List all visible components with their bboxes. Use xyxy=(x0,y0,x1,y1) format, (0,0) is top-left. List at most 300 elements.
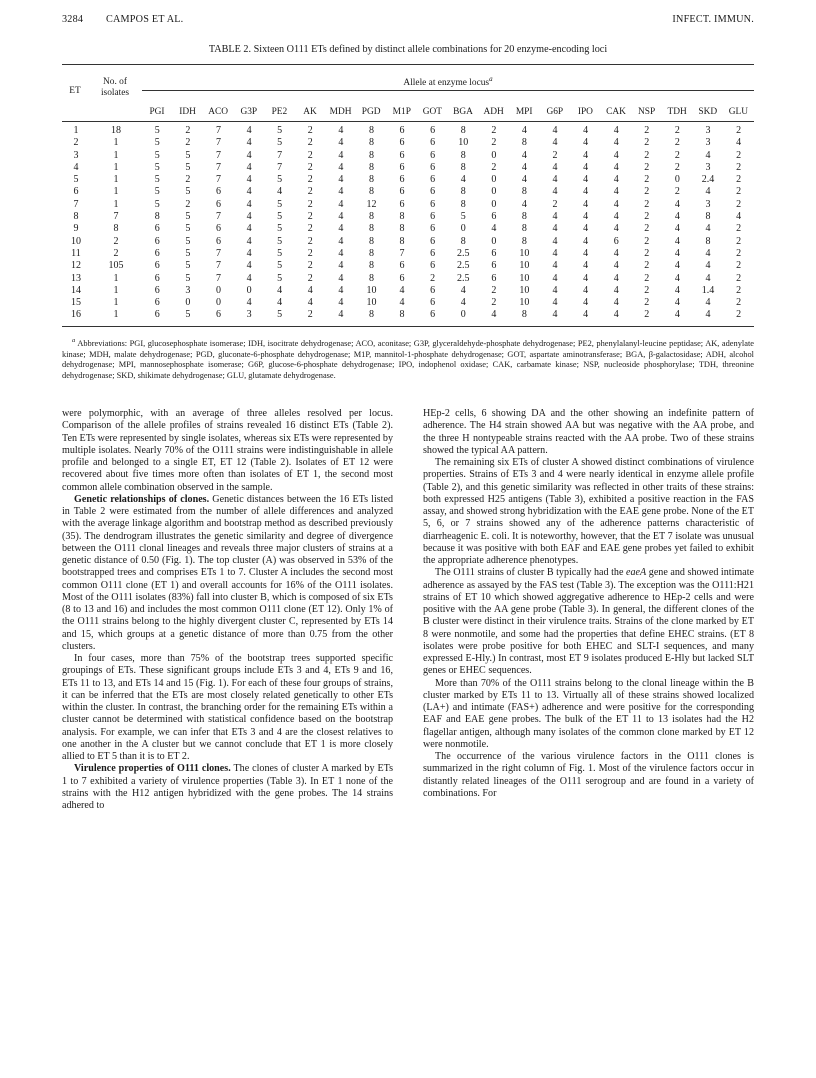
cell-allele-g6p: 4 xyxy=(552,247,558,259)
cell-allele-adh: 2 xyxy=(491,161,497,173)
cell-allele-cak: 4 xyxy=(613,284,619,296)
cell-allele-skd: 3 xyxy=(705,125,711,136)
cell-allele-mpi: 8 xyxy=(521,186,527,198)
cell-allele-idh: 2 xyxy=(185,174,191,186)
cell-allele-got: 6 xyxy=(430,198,436,210)
cell-allele-pgd: 10 xyxy=(366,284,377,296)
cell-allele-pgi: 6 xyxy=(154,309,160,321)
cell-allele-mpi: 4 xyxy=(521,125,527,136)
cell-allele-glu: 2 xyxy=(736,223,742,235)
cell-allele-ipo: 4 xyxy=(583,309,589,321)
cell-et: 3 xyxy=(73,149,79,161)
cell-allele-ak: 2 xyxy=(307,272,313,284)
cell-allele-idh: 5 xyxy=(185,161,191,173)
cell-allele-cak: 6 xyxy=(613,235,619,247)
cell-allele-got: 6 xyxy=(430,309,436,321)
cell-allele-got: 6 xyxy=(430,149,436,161)
cell-allele-pgd: 10 xyxy=(366,297,377,309)
table-row xyxy=(62,285,754,297)
cell-allele-ipo: 4 xyxy=(583,149,589,161)
cell-allele-pe2: 5 xyxy=(277,223,283,235)
cell-allele-skd: 4 xyxy=(705,149,711,161)
table-row xyxy=(62,309,754,321)
cell-allele-ak: 2 xyxy=(307,309,313,321)
cell-allele-tdh: 4 xyxy=(674,260,680,272)
cell-allele-g6p: 4 xyxy=(552,125,558,136)
cell-allele-pgd: 8 xyxy=(368,125,374,136)
cell-allele-g3p: 4 xyxy=(246,174,252,186)
cell-allele-g6p: 4 xyxy=(552,235,558,247)
cell-allele-skd: 3 xyxy=(705,137,711,149)
cell-allele-got: 6 xyxy=(430,223,436,235)
cell-allele-ipo: 4 xyxy=(583,297,589,309)
cell-allele-pgi: 6 xyxy=(154,284,160,296)
cell-allele-idh: 0 xyxy=(185,297,191,309)
cell-allele-idh: 2 xyxy=(185,198,191,210)
cell-allele-ipo: 4 xyxy=(583,284,589,296)
cell-allele-mdh: 4 xyxy=(338,284,344,296)
locus-header-m1p: M1P xyxy=(392,107,411,117)
cell-allele-nsp: 2 xyxy=(644,174,650,186)
cell-allele-m1p: 8 xyxy=(399,235,405,247)
left-p1: were polymorphic, with an average of three alleles resolved per locus. Comparison of the allele profiles of strains revealed 16 distinct ETs (Table 2). Ten ETs were represented by single isolates, whereas six ETs were represented by multiple isolates. Nearly 70% of the O111 strains were indistinguishable in allele profile and belonged to a single ET, ET 12 (Table 2). Isolates of ET 12 were recovered about five times more often than isolates of ET 1, the second most common allele combination observed in the sample. xyxy=(62,408,393,493)
spanner-rule xyxy=(142,90,754,91)
cell-allele-mpi: 8 xyxy=(521,235,527,247)
cell-allele-adh: 2 xyxy=(491,137,497,149)
cell-allele-m1p: 6 xyxy=(399,272,405,284)
cell-allele-adh: 0 xyxy=(491,174,497,186)
cell-allele-nsp: 2 xyxy=(644,137,650,149)
cell-allele-ak: 4 xyxy=(307,284,313,296)
right-p1: HEp-2 cells, 6 showing DA and the other showing an indefinite pattern of adherence. The H4 strain showed AA but was negative with the AA probe, and the three H nontypeable strains reacted with the AA probe. Two of these strains showed the typical AA pattern. xyxy=(423,408,754,456)
table-footnote xyxy=(62,336,754,382)
cell-allele-skd: 4 xyxy=(705,223,711,235)
cell-allele-glu: 2 xyxy=(736,186,742,198)
locus-header-pgd: PGD xyxy=(361,107,381,117)
header-spanner-text: Allele at enzyme locus xyxy=(403,78,490,89)
header-spanner xyxy=(142,74,754,89)
cell-allele-ak: 2 xyxy=(307,260,313,272)
cell-allele-mdh: 4 xyxy=(338,198,344,210)
cell-allele-idh: 3 xyxy=(185,284,191,296)
cell-allele-tdh: 0 xyxy=(674,174,680,186)
cell-allele-tdh: 4 xyxy=(674,297,680,309)
cell-allele-g6p: 2 xyxy=(552,198,558,210)
cell-allele-adh: 2 xyxy=(491,284,497,296)
cell-allele-got: 6 xyxy=(430,247,436,259)
cell-allele-pe2: 5 xyxy=(277,137,283,149)
cell-allele-g6p: 4 xyxy=(552,297,558,309)
cell-isolates: 18 xyxy=(111,125,121,136)
cell-isolates: 1 xyxy=(113,272,119,284)
table-row xyxy=(62,297,754,309)
cell-allele-nsp: 2 xyxy=(644,260,650,272)
cell-allele-skd: 8 xyxy=(705,211,711,223)
section-heading-virulence: Virulence properties of O111 clones. xyxy=(74,763,231,775)
cell-allele-bga: 8 xyxy=(460,149,466,161)
right-p2: The remaining six ETs of cluster A showed distinct combinations of virulence properties. Strains of ETs 3 and 4 were nearly identical in enzyme allele profile (Table 2), and this genetic similarity was reflected in other traits of these strains: both expressed H25 antigens (Table 3), exhibited a positive reaction in the FAS assay, and showed strong hybridization with the EAE gene probe. None of the ET 5, 6, or 7 strains showed any of the adherence patterns characteristic of diarrheagenic E. coli. It is noteworthy, however, that the ET 7 isolate was unusual because it was positive with both EAF and EAE gene probes yet failed to exhibit the appropriate adherence phenotypes. xyxy=(423,457,754,566)
footnote-mark: a xyxy=(72,337,76,344)
locus-header-glu: GLU xyxy=(728,107,749,117)
cell-allele-nsp: 2 xyxy=(644,223,650,235)
table-bottom-rule xyxy=(62,326,754,327)
cell-et: 15 xyxy=(71,297,81,309)
cell-allele-mpi: 10 xyxy=(519,260,530,272)
cell-allele-glu: 2 xyxy=(736,272,742,284)
cell-allele-g3p: 4 xyxy=(246,186,252,198)
locus-header-adh: ADH xyxy=(483,107,504,117)
cell-allele-cak: 4 xyxy=(613,309,619,321)
cell-allele-bga: 10 xyxy=(458,137,469,149)
cell-allele-cak: 4 xyxy=(613,174,619,186)
cell-allele-bga: 4 xyxy=(460,174,466,186)
cell-allele-idh: 2 xyxy=(185,137,191,149)
cell-allele-mdh: 4 xyxy=(338,125,344,136)
cell-allele-ipo: 4 xyxy=(583,247,589,259)
cell-allele-ipo: 4 xyxy=(583,161,589,173)
running-head-authors: CAMPOS ET AL. xyxy=(106,14,184,25)
cell-allele-glu: 4 xyxy=(736,137,742,149)
cell-allele-nsp: 2 xyxy=(644,247,650,259)
cell-et: 10 xyxy=(71,235,81,247)
cell-allele-glu: 2 xyxy=(736,284,742,296)
cell-allele-mpi: 4 xyxy=(521,161,527,173)
locus-header-mpi: MPI xyxy=(515,107,533,117)
cell-allele-nsp: 2 xyxy=(644,284,650,296)
cell-allele-got: 6 xyxy=(430,297,436,309)
locus-header-pgi: PGI xyxy=(149,107,165,117)
cell-allele-g6p: 4 xyxy=(552,223,558,235)
cell-allele-m1p: 6 xyxy=(399,137,405,149)
cell-allele-pgd: 8 xyxy=(368,309,374,321)
cell-allele-g3p: 4 xyxy=(246,125,252,136)
locus-header-tdh: TDH xyxy=(667,107,687,117)
cell-allele-mdh: 4 xyxy=(338,186,344,198)
locus-header-g3p: G3P xyxy=(240,107,258,117)
table-row xyxy=(62,174,754,186)
cell-allele-tdh: 4 xyxy=(674,272,680,284)
cell-allele-tdh: 4 xyxy=(674,247,680,259)
cell-allele-aco: 6 xyxy=(215,235,221,247)
cell-allele-pgd: 12 xyxy=(366,198,377,210)
cell-allele-pe2: 7 xyxy=(277,161,283,173)
cell-allele-g3p: 4 xyxy=(246,272,252,284)
cell-et: 11 xyxy=(71,247,81,259)
cell-allele-pgd: 8 xyxy=(368,247,374,259)
table-row xyxy=(62,248,754,260)
cell-allele-tdh: 4 xyxy=(674,309,680,321)
cell-allele-got: 6 xyxy=(430,137,436,149)
right-p3 xyxy=(423,567,754,677)
cell-et: 16 xyxy=(71,309,81,321)
cell-allele-ipo: 4 xyxy=(583,137,589,149)
cell-allele-glu: 2 xyxy=(736,260,742,272)
cell-allele-cak: 4 xyxy=(613,125,619,136)
cell-allele-nsp: 2 xyxy=(644,161,650,173)
cell-allele-m1p: 8 xyxy=(399,223,405,235)
cell-allele-adh: 6 xyxy=(491,260,497,272)
cell-allele-nsp: 2 xyxy=(644,297,650,309)
table-row xyxy=(62,150,754,162)
cell-allele-pgd: 8 xyxy=(368,186,374,198)
cell-allele-idh: 5 xyxy=(185,223,191,235)
cell-allele-pe2: 5 xyxy=(277,235,283,247)
cell-allele-cak: 4 xyxy=(613,186,619,198)
cell-et: 6 xyxy=(73,186,79,198)
cell-allele-pe2: 5 xyxy=(277,272,283,284)
cell-allele-pgi: 5 xyxy=(154,198,160,210)
cell-allele-ak: 2 xyxy=(307,223,313,235)
table-row xyxy=(62,211,754,223)
cell-allele-ak: 2 xyxy=(307,137,313,149)
cell-allele-skd: 2.4 xyxy=(701,174,715,186)
cell-allele-m1p: 8 xyxy=(399,309,405,321)
cell-allele-ipo: 4 xyxy=(583,186,589,198)
cell-allele-nsp: 2 xyxy=(644,211,650,223)
cell-allele-cak: 4 xyxy=(613,247,619,259)
cell-allele-pgi: 5 xyxy=(154,125,160,136)
cell-allele-nsp: 2 xyxy=(644,309,650,321)
cell-allele-g3p: 4 xyxy=(246,223,252,235)
cell-allele-g6p: 4 xyxy=(552,284,558,296)
cell-allele-tdh: 4 xyxy=(674,198,680,210)
cell-allele-cak: 4 xyxy=(613,161,619,173)
cell-allele-tdh: 4 xyxy=(674,223,680,235)
cell-allele-glu: 2 xyxy=(736,297,742,309)
cell-allele-bga: 4 xyxy=(460,284,466,296)
locus-header-pe2: PE2 xyxy=(271,107,288,117)
cell-allele-skd: 1.4 xyxy=(701,284,715,296)
cell-allele-m1p: 6 xyxy=(399,260,405,272)
cell-allele-mdh: 4 xyxy=(338,149,344,161)
cell-allele-mpi: 10 xyxy=(519,247,530,259)
cell-allele-pe2: 5 xyxy=(277,174,283,186)
cell-allele-got: 2 xyxy=(430,272,436,284)
cell-allele-bga: 8 xyxy=(460,198,466,210)
left-p4 xyxy=(62,763,393,812)
cell-allele-g3p: 4 xyxy=(246,297,252,309)
cell-allele-ak: 2 xyxy=(307,125,313,136)
cell-allele-ak: 4 xyxy=(307,297,313,309)
cell-allele-mpi: 10 xyxy=(519,272,530,284)
cell-allele-ak: 2 xyxy=(307,174,313,186)
cell-allele-mdh: 4 xyxy=(338,174,344,186)
cell-allele-bga: 2.5 xyxy=(456,272,470,284)
cell-allele-ipo: 4 xyxy=(583,235,589,247)
locus-header-nsp: NSP xyxy=(637,107,656,117)
cell-allele-g6p: 4 xyxy=(552,260,558,272)
locus-header-got: GOT xyxy=(422,107,443,117)
cell-allele-g3p: 4 xyxy=(246,211,252,223)
cell-allele-pgd: 8 xyxy=(368,211,374,223)
cell-allele-ak: 2 xyxy=(307,161,313,173)
cell-allele-aco: 7 xyxy=(215,137,221,149)
cell-allele-mdh: 4 xyxy=(338,260,344,272)
cell-allele-got: 6 xyxy=(430,211,436,223)
cell-allele-glu: 2 xyxy=(736,149,742,161)
locus-header-aco: ACO xyxy=(208,107,229,117)
cell-allele-got: 6 xyxy=(430,125,436,136)
cell-allele-glu: 2 xyxy=(736,198,742,210)
cell-allele-adh: 4 xyxy=(491,223,497,235)
cell-allele-m1p: 6 xyxy=(399,149,405,161)
table-row xyxy=(62,273,754,285)
cell-allele-mdh: 4 xyxy=(338,223,344,235)
cell-allele-got: 6 xyxy=(430,174,436,186)
cell-allele-mpi: 10 xyxy=(519,297,530,309)
cell-allele-pgd: 8 xyxy=(368,223,374,235)
cell-allele-pe2: 7 xyxy=(277,149,283,161)
cell-allele-got: 6 xyxy=(430,235,436,247)
cell-allele-g6p: 4 xyxy=(552,161,558,173)
cell-allele-g3p: 3 xyxy=(246,309,252,321)
cell-allele-got: 6 xyxy=(430,161,436,173)
cell-allele-adh: 0 xyxy=(491,235,497,247)
cell-allele-pgi: 6 xyxy=(154,223,160,235)
cell-isolates: 1 xyxy=(113,284,119,296)
cell-allele-aco: 0 xyxy=(215,284,221,296)
locus-header-skd: SKD xyxy=(698,107,718,117)
running-head xyxy=(62,14,754,28)
cell-allele-skd: 4 xyxy=(705,297,711,309)
cell-isolates: 1 xyxy=(113,137,119,149)
cell-allele-ak: 2 xyxy=(307,211,313,223)
cell-allele-m1p: 8 xyxy=(399,211,405,223)
locus-header-mdh: MDH xyxy=(329,107,352,117)
cell-allele-ipo: 4 xyxy=(583,260,589,272)
cell-allele-pgd: 8 xyxy=(368,149,374,161)
cell-allele-pe2: 4 xyxy=(277,186,283,198)
cell-allele-skd: 3 xyxy=(705,161,711,173)
section-heading-genetic: Genetic relationships of clones. xyxy=(74,493,210,505)
cell-allele-pgd: 8 xyxy=(368,272,374,284)
cell-allele-skd: 4 xyxy=(705,309,711,321)
cell-allele-got: 6 xyxy=(430,186,436,198)
cell-allele-skd: 4 xyxy=(705,260,711,272)
cell-allele-pgd: 8 xyxy=(368,161,374,173)
cell-allele-g6p: 4 xyxy=(552,186,558,198)
cell-allele-pgi: 5 xyxy=(154,161,160,173)
cell-allele-bga: 8 xyxy=(460,161,466,173)
cell-allele-nsp: 2 xyxy=(644,198,650,210)
cell-allele-ak: 2 xyxy=(307,149,313,161)
cell-allele-idh: 5 xyxy=(185,260,191,272)
cell-allele-mdh: 4 xyxy=(338,235,344,247)
cell-allele-g6p: 4 xyxy=(552,137,558,149)
left-p3: In four cases, more than 75% of the bootstrap trees supported specific groupings of ETs. These significant groups include ETs 3 and 4, ETs 9 and 16, ETs 11 to 13, and ETs 14 and 15 (Fig. 1). For each of these four groups of strains, it can be inferred that the ETs are most closely related genetically to other ETs within the cluster. In contrast, the branching order for the remaining ETs within a cluster cannot be determined with statistical confidence based on the bootstrap analysis. For example, we can infer that ETs 3 and 4 are the closest relatives to one another in the A cluster but we cannot conclude that ET 1 is more closely allied to ET 5 than it is to ET 2. xyxy=(62,653,393,762)
cell-allele-pe2: 5 xyxy=(277,247,283,259)
cell-allele-aco: 0 xyxy=(215,297,221,309)
left-column xyxy=(62,408,393,812)
cell-allele-glu: 2 xyxy=(736,309,742,321)
right-p4: More than 70% of the O111 strains belong to the clonal lineage within the B cluster marked by ETs 11 to 13. Virtually all of these strains showed localized (LA+) and intimate (FAS+) adherence and were positive for the corresponding EAF and EAE gene probes. The bulk of the ET 11 to 13 isolates had the H2 flagellar antigen, although many isolates of the common clone marked by ET 12 were nonmotile. xyxy=(423,677,754,750)
right-p3-b: gene and showed intimate adherence as assayed by the FAS test (Table 3). The exception was the O111:H21 strains of ET 10 which showed aggregative adherence to HEp-2 cells and were positive with the AA gene probe (Table 3). In general, the different clones of the B cluster were distinct in their virulence traits. Strains of the clone marked by ET 8 were nonmotile, and some had the properties that define EHEC strains. (ET 8 isolates were probe positive for both EHEC and SLT-I sequences, and many expressed E-Hly.) In contrast, most ET 9 isolates produced E-Hly but lacked SLT genes or EHEC sequences. xyxy=(423,567,754,677)
cell-allele-mdh: 4 xyxy=(338,297,344,309)
cell-allele-idh: 5 xyxy=(185,211,191,223)
cell-allele-tdh: 2 xyxy=(674,161,680,173)
cell-allele-aco: 6 xyxy=(215,198,221,210)
cell-allele-pgd: 8 xyxy=(368,137,374,149)
cell-allele-got: 6 xyxy=(430,284,436,296)
cell-et: 7 xyxy=(73,198,79,210)
cell-allele-g6p: 2 xyxy=(552,149,558,161)
cell-allele-pgi: 6 xyxy=(154,272,160,284)
cell-allele-aco: 6 xyxy=(215,186,221,198)
cell-allele-g6p: 4 xyxy=(552,211,558,223)
header-isolates-line1: No. of xyxy=(103,77,127,87)
cell-allele-mdh: 4 xyxy=(338,161,344,173)
cell-allele-m1p: 6 xyxy=(399,125,405,136)
cell-allele-skd: 4 xyxy=(705,247,711,259)
cell-allele-skd: 4 xyxy=(705,186,711,198)
cell-isolates: 2 xyxy=(113,235,119,247)
cell-allele-glu: 2 xyxy=(736,247,742,259)
cell-allele-m1p: 6 xyxy=(399,174,405,186)
cell-allele-bga: 8 xyxy=(460,186,466,198)
cell-allele-m1p: 6 xyxy=(399,198,405,210)
cell-allele-pe2: 4 xyxy=(277,297,283,309)
cell-allele-adh: 6 xyxy=(491,247,497,259)
cell-allele-adh: 4 xyxy=(491,309,497,321)
table-caption: TABLE 2. Sixteen O111 ETs defined by distinct allele combinations for 20 enzyme-encoding loci xyxy=(208,44,608,55)
header-spanner-note: a xyxy=(489,75,493,83)
cell-allele-ipo: 4 xyxy=(583,211,589,223)
cell-allele-g3p: 4 xyxy=(246,260,252,272)
cell-allele-nsp: 2 xyxy=(644,149,650,161)
cell-allele-cak: 4 xyxy=(613,198,619,210)
header-bottom-rule xyxy=(62,121,754,122)
cell-allele-g3p: 0 xyxy=(246,284,252,296)
right-p3-a: The O111 strains of cluster B typically had the xyxy=(435,567,627,579)
cell-allele-aco: 6 xyxy=(215,223,221,235)
cell-allele-g6p: 4 xyxy=(552,309,558,321)
cell-allele-mpi: 4 xyxy=(521,174,527,186)
cell-allele-skd: 4 xyxy=(705,272,711,284)
cell-allele-idh: 5 xyxy=(185,309,191,321)
table-row xyxy=(62,199,754,211)
cell-allele-aco: 7 xyxy=(215,211,221,223)
cell-allele-mdh: 4 xyxy=(338,137,344,149)
cell-allele-cak: 4 xyxy=(613,297,619,309)
cell-allele-m1p: 4 xyxy=(399,297,405,309)
locus-header-ak: AK xyxy=(303,107,317,117)
cell-allele-g6p: 4 xyxy=(552,174,558,186)
cell-allele-m1p: 6 xyxy=(399,186,405,198)
cell-allele-tdh: 4 xyxy=(674,284,680,296)
cell-allele-ak: 2 xyxy=(307,247,313,259)
cell-allele-cak: 4 xyxy=(613,137,619,149)
locus-header-ipo: IPO xyxy=(577,107,593,117)
cell-allele-tdh: 2 xyxy=(674,186,680,198)
cell-allele-pgi: 6 xyxy=(154,297,160,309)
running-head-journal: INFECT. IMMUN. xyxy=(672,14,754,25)
cell-allele-ak: 2 xyxy=(307,186,313,198)
cell-allele-idh: 5 xyxy=(185,272,191,284)
allele-table xyxy=(62,125,754,322)
cell-allele-tdh: 2 xyxy=(674,125,680,136)
cell-allele-g3p: 4 xyxy=(246,137,252,149)
cell-allele-pe2: 5 xyxy=(277,211,283,223)
cell-isolates: 2 xyxy=(113,247,119,259)
cell-allele-cak: 4 xyxy=(613,223,619,235)
cell-et: 12 xyxy=(71,260,81,272)
cell-isolates: 1 xyxy=(113,186,119,198)
cell-allele-pe2: 4 xyxy=(277,284,283,296)
table-row xyxy=(62,260,754,272)
cell-allele-ak: 2 xyxy=(307,198,313,210)
cell-allele-tdh: 2 xyxy=(674,149,680,161)
cell-et: 4 xyxy=(73,161,79,173)
